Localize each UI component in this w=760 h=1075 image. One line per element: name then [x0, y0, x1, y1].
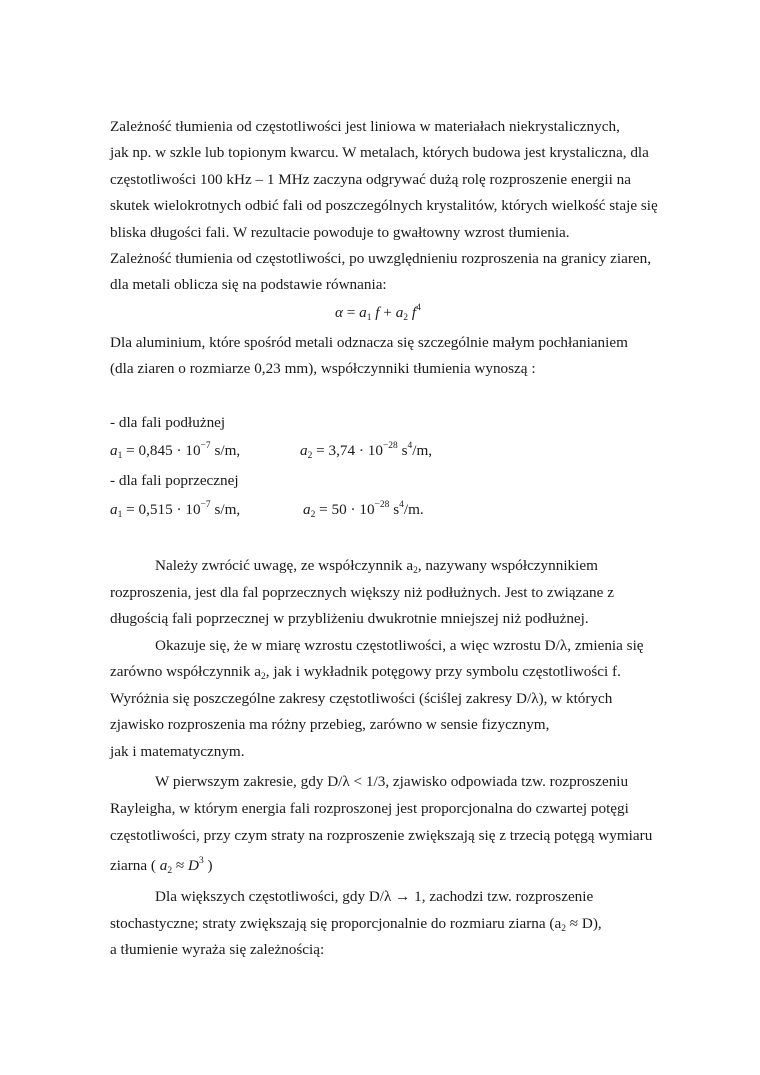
text-line: bliska długości fali. W rezultacie powoduje to gwałtowny wzrost tłumienia. — [110, 224, 570, 241]
text-line: jak i matematycznym. — [110, 743, 245, 760]
text-line: zjawisko rozproszenia ma różny przebieg, zarówno w sensie fizycznym, — [110, 716, 550, 733]
text-line: skutek wielokrotnych odbić fali od poszczególnych krystalitów, których wielkość staje się — [110, 197, 658, 214]
longitudinal-a2: $a_2 = 3,74 \cdot 10^{-28}$ $s^4/m$, — [300, 441, 433, 461]
longitudinal-a1: $a_1 = 0,845 \cdot 10^{-7}$ s/m, — [110, 441, 241, 461]
attenuation-equation: $\alpha = a_1$ $f + a_2$ $f^4$ — [335, 303, 421, 323]
text-line: zarówno współczynnik $a_2$, jak i wykładnik potęgowy przy symbolu częstotliwości f. — [110, 663, 621, 682]
text-line: długością fali poprzecznej w przybliżeniu dwukrotnie mniejszej niż podłużnej. — [110, 610, 589, 627]
transverse-a1: $a_1 = 0,515 \cdot 10^{-7}$ s/m, — [110, 500, 241, 520]
text-line: Zależność tłumienia od częstotliwości jest liniowa w materiałach niekrystalicznych, — [110, 118, 620, 135]
text-line: rozproszenia, jest dla fal poprzecznych większy niż podłużnych. Jest to związane z — [110, 584, 614, 601]
text-line: Dla aluminium, które spośród metali odznacza się szczególnie małym pochłanianiem — [110, 334, 628, 351]
longitudinal-label: - dla fali podłużnej — [110, 414, 226, 431]
text-line: Wyróżnia się poszczególne zakresy częstotliwości (ściślej zakresy D/λ), w których — [110, 690, 613, 707]
text-line: Rayleigha, w którym energia fali rozproszonej jest proporcjonalna do czwartej potęgi — [110, 800, 629, 817]
transverse-a2: $a_2 = 50 \cdot 10^{-28}$ $s^4/m$. — [303, 500, 424, 520]
text-line: częstotliwości, przy czym straty na rozproszenie zwiększają się z trzecią potęgą wymiaru — [110, 827, 653, 844]
text-line: częstotliwości 100 kHz – 1 MHz zaczyna odgrywać dużą rolę rozproszenie energii na — [110, 171, 631, 188]
text-line: Okazuje się, że w miarę wzrostu częstotliwości, a więc wzrostu D/λ, zmienia się — [155, 637, 644, 654]
text-line: Należy zwrócić uwagę, ze współczynnik $a_2$, nazywany współczynnikiem — [155, 557, 598, 576]
text-line: jak np. w szkle lub topionym kwarcu. W metalach, których budowa jest krystaliczna, dla — [110, 144, 649, 161]
text-line: dla metali oblicza się na podstawie równania: — [110, 276, 387, 293]
text-line: Dla większych częstotliwości, gdy D/λ → 1, zachodzi tzw. rozproszenie — [155, 888, 594, 905]
text-line: Zależność tłumienia od częstotliwości, po uwzględnieniu rozproszenia na granicy ziaren, — [110, 250, 652, 267]
text-line: a tłumienie wyraża się zależnością: — [110, 941, 325, 958]
text-line: W pierwszym zakresie, gdy D/λ < 1/3, zjawisko odpowiada tzw. rozproszeniu — [155, 773, 629, 790]
text-line: stochastyczne; straty zwiększają się proporcjonalnie do rozmiaru ziarna $(a_2 \approx D)$, — [110, 915, 602, 934]
text-line: ziarna ( $a_2 \approx D^3$ ) — [110, 856, 213, 876]
text-line: (dla ziaren o rozmiarze 0,23 mm), współczynniki tłumienia wynoszą : — [110, 360, 536, 377]
transverse-label: - dla fali poprzecznej — [110, 472, 239, 489]
